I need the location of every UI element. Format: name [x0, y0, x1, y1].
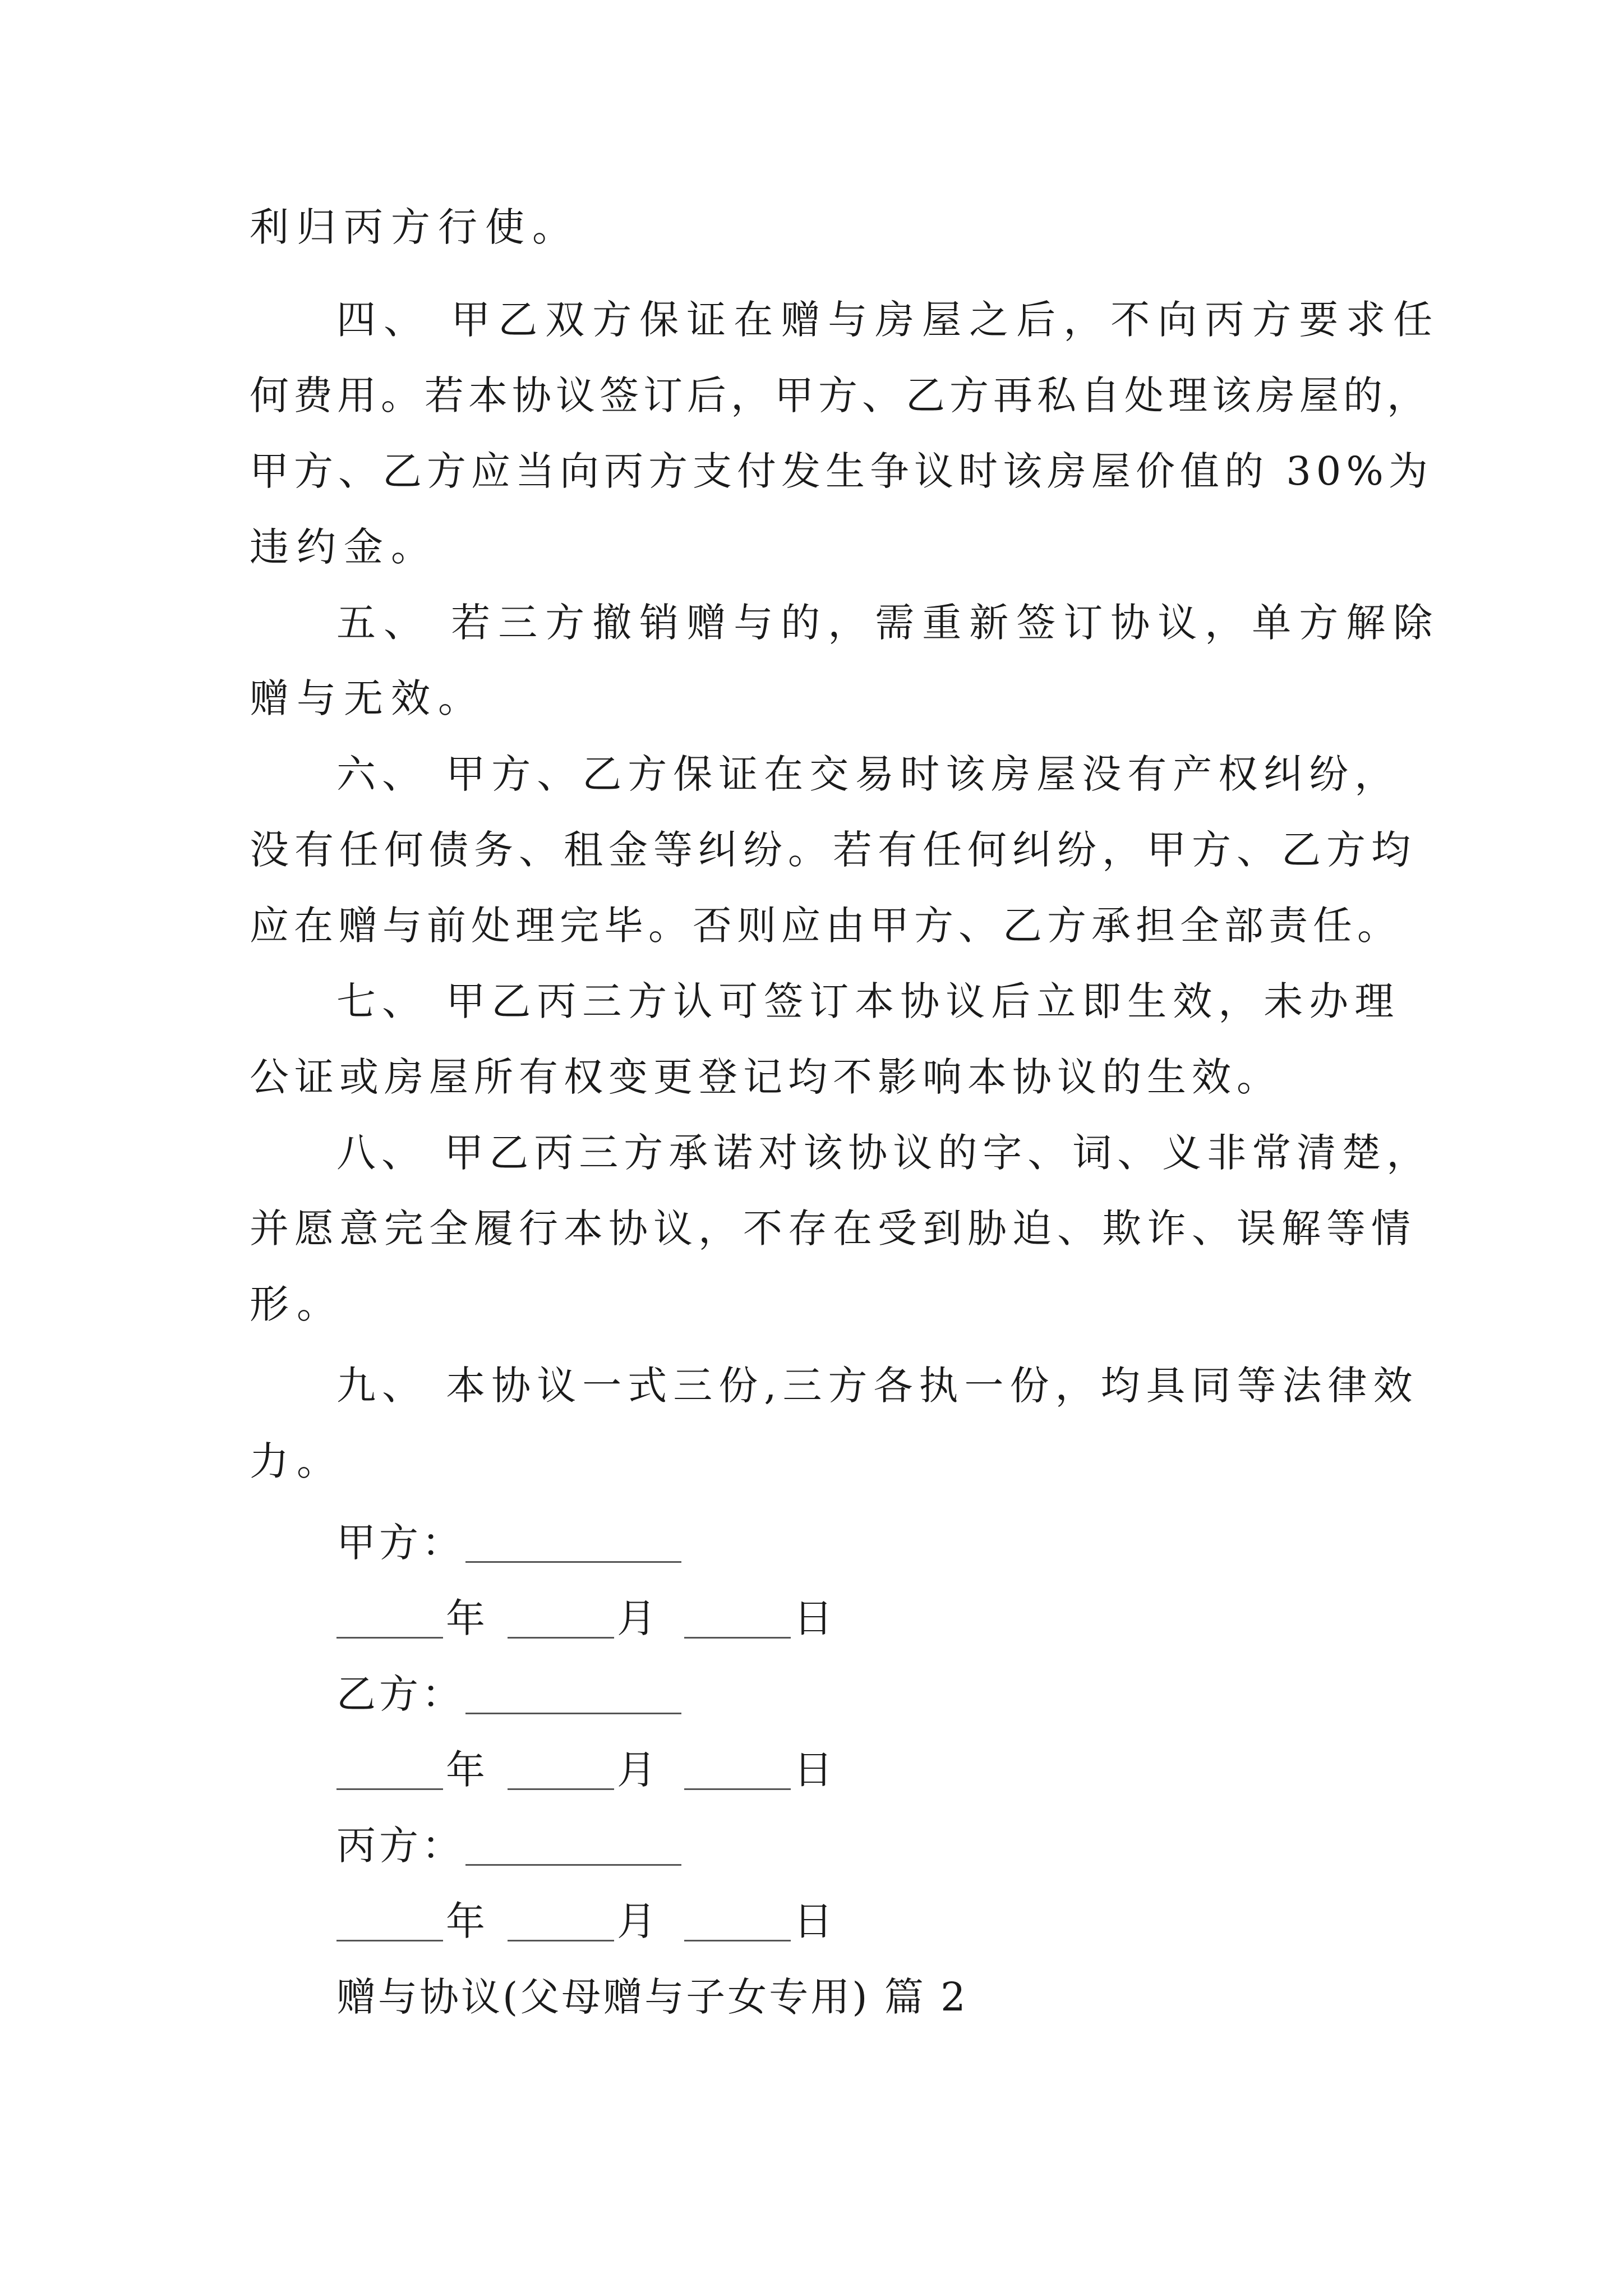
month-unit: 月	[617, 1747, 656, 1793]
clause-9-line: 九、 本协议一式三份,三方各执一份，均具同等法律效	[336, 1363, 1419, 1409]
next-section-title: 赠与协议(父母赠与子女专用) 篇 2	[336, 1974, 968, 2020]
day-unit: 日	[794, 1747, 833, 1793]
party-c-month-blank[interactable]	[508, 1940, 614, 1941]
clause-4-line: 四、 甲乙双方保证在赠与房屋之后，不向丙方要求任	[336, 297, 1441, 343]
party-b-month-blank[interactable]	[508, 1788, 614, 1790]
month-unit: 月	[617, 1595, 656, 1641]
party-a-day-blank[interactable]	[684, 1637, 791, 1639]
party-b-year-blank[interactable]	[336, 1788, 443, 1790]
year-unit: 年	[446, 1595, 485, 1641]
paragraph-line: 违约金。	[250, 524, 438, 570]
paragraph-line: 甲方、乙方应当向丙方支付发生争议时该房屋价值的 30%为	[250, 448, 1433, 494]
year-unit: 年	[446, 1898, 485, 1944]
paragraph-line: 赠与无效。	[250, 675, 485, 721]
party-b-day-blank[interactable]	[684, 1788, 791, 1790]
paragraph-line: 并愿意完全履行本协议，不存在受到胁迫、欺诈、误解等情	[250, 1205, 1416, 1251]
clause-5-line: 五、 若三方撤销赠与的，需重新签订协议，单方解除	[336, 600, 1441, 646]
day-unit: 日	[794, 1595, 833, 1641]
party-a-label: 甲方：	[336, 1520, 464, 1566]
party-b-signature-blank[interactable]	[465, 1713, 681, 1714]
party-a-year-blank[interactable]	[336, 1637, 443, 1639]
party-c-year-blank[interactable]	[336, 1940, 443, 1941]
paragraph-line: 没有任何债务、租金等纠纷。若有任何纠纷，甲方、乙方均	[250, 827, 1416, 873]
paragraph-line: 公证或房屋所有权变更登记均不影响本协议的生效。	[250, 1054, 1281, 1100]
paragraph-line: 形。	[250, 1281, 344, 1327]
paragraph-line: 利归丙方行使。	[250, 204, 579, 250]
clause-6-line: 六、 甲方、乙方保证在交易时该房屋没有产权纠纷，	[336, 751, 1400, 797]
month-unit: 月	[617, 1898, 656, 1944]
party-a-signature-blank[interactable]	[465, 1561, 681, 1563]
clause-8-line: 八、 甲乙丙三方承诺对该协议的字、词、义非常清楚，	[336, 1130, 1432, 1176]
party-c-signature-blank[interactable]	[465, 1864, 681, 1866]
paragraph-line: 应在赠与前处理完毕。否则应由甲方、乙方承担全部责任。	[250, 903, 1401, 949]
paragraph-line: 何费用。若本协议签订后，甲方、乙方再私自处理该房屋的，	[250, 372, 1431, 418]
day-unit: 日	[794, 1898, 833, 1944]
party-b-label: 乙方：	[336, 1671, 464, 1717]
paragraph-line: 力。	[250, 1438, 344, 1484]
party-c-label: 丙方：	[336, 1823, 464, 1869]
party-c-day-blank[interactable]	[684, 1940, 791, 1941]
clause-7-line: 七、 甲乙丙三方认可签订本协议后立即生效，未办理	[336, 978, 1400, 1024]
year-unit: 年	[446, 1747, 485, 1793]
party-a-month-blank[interactable]	[508, 1637, 614, 1639]
